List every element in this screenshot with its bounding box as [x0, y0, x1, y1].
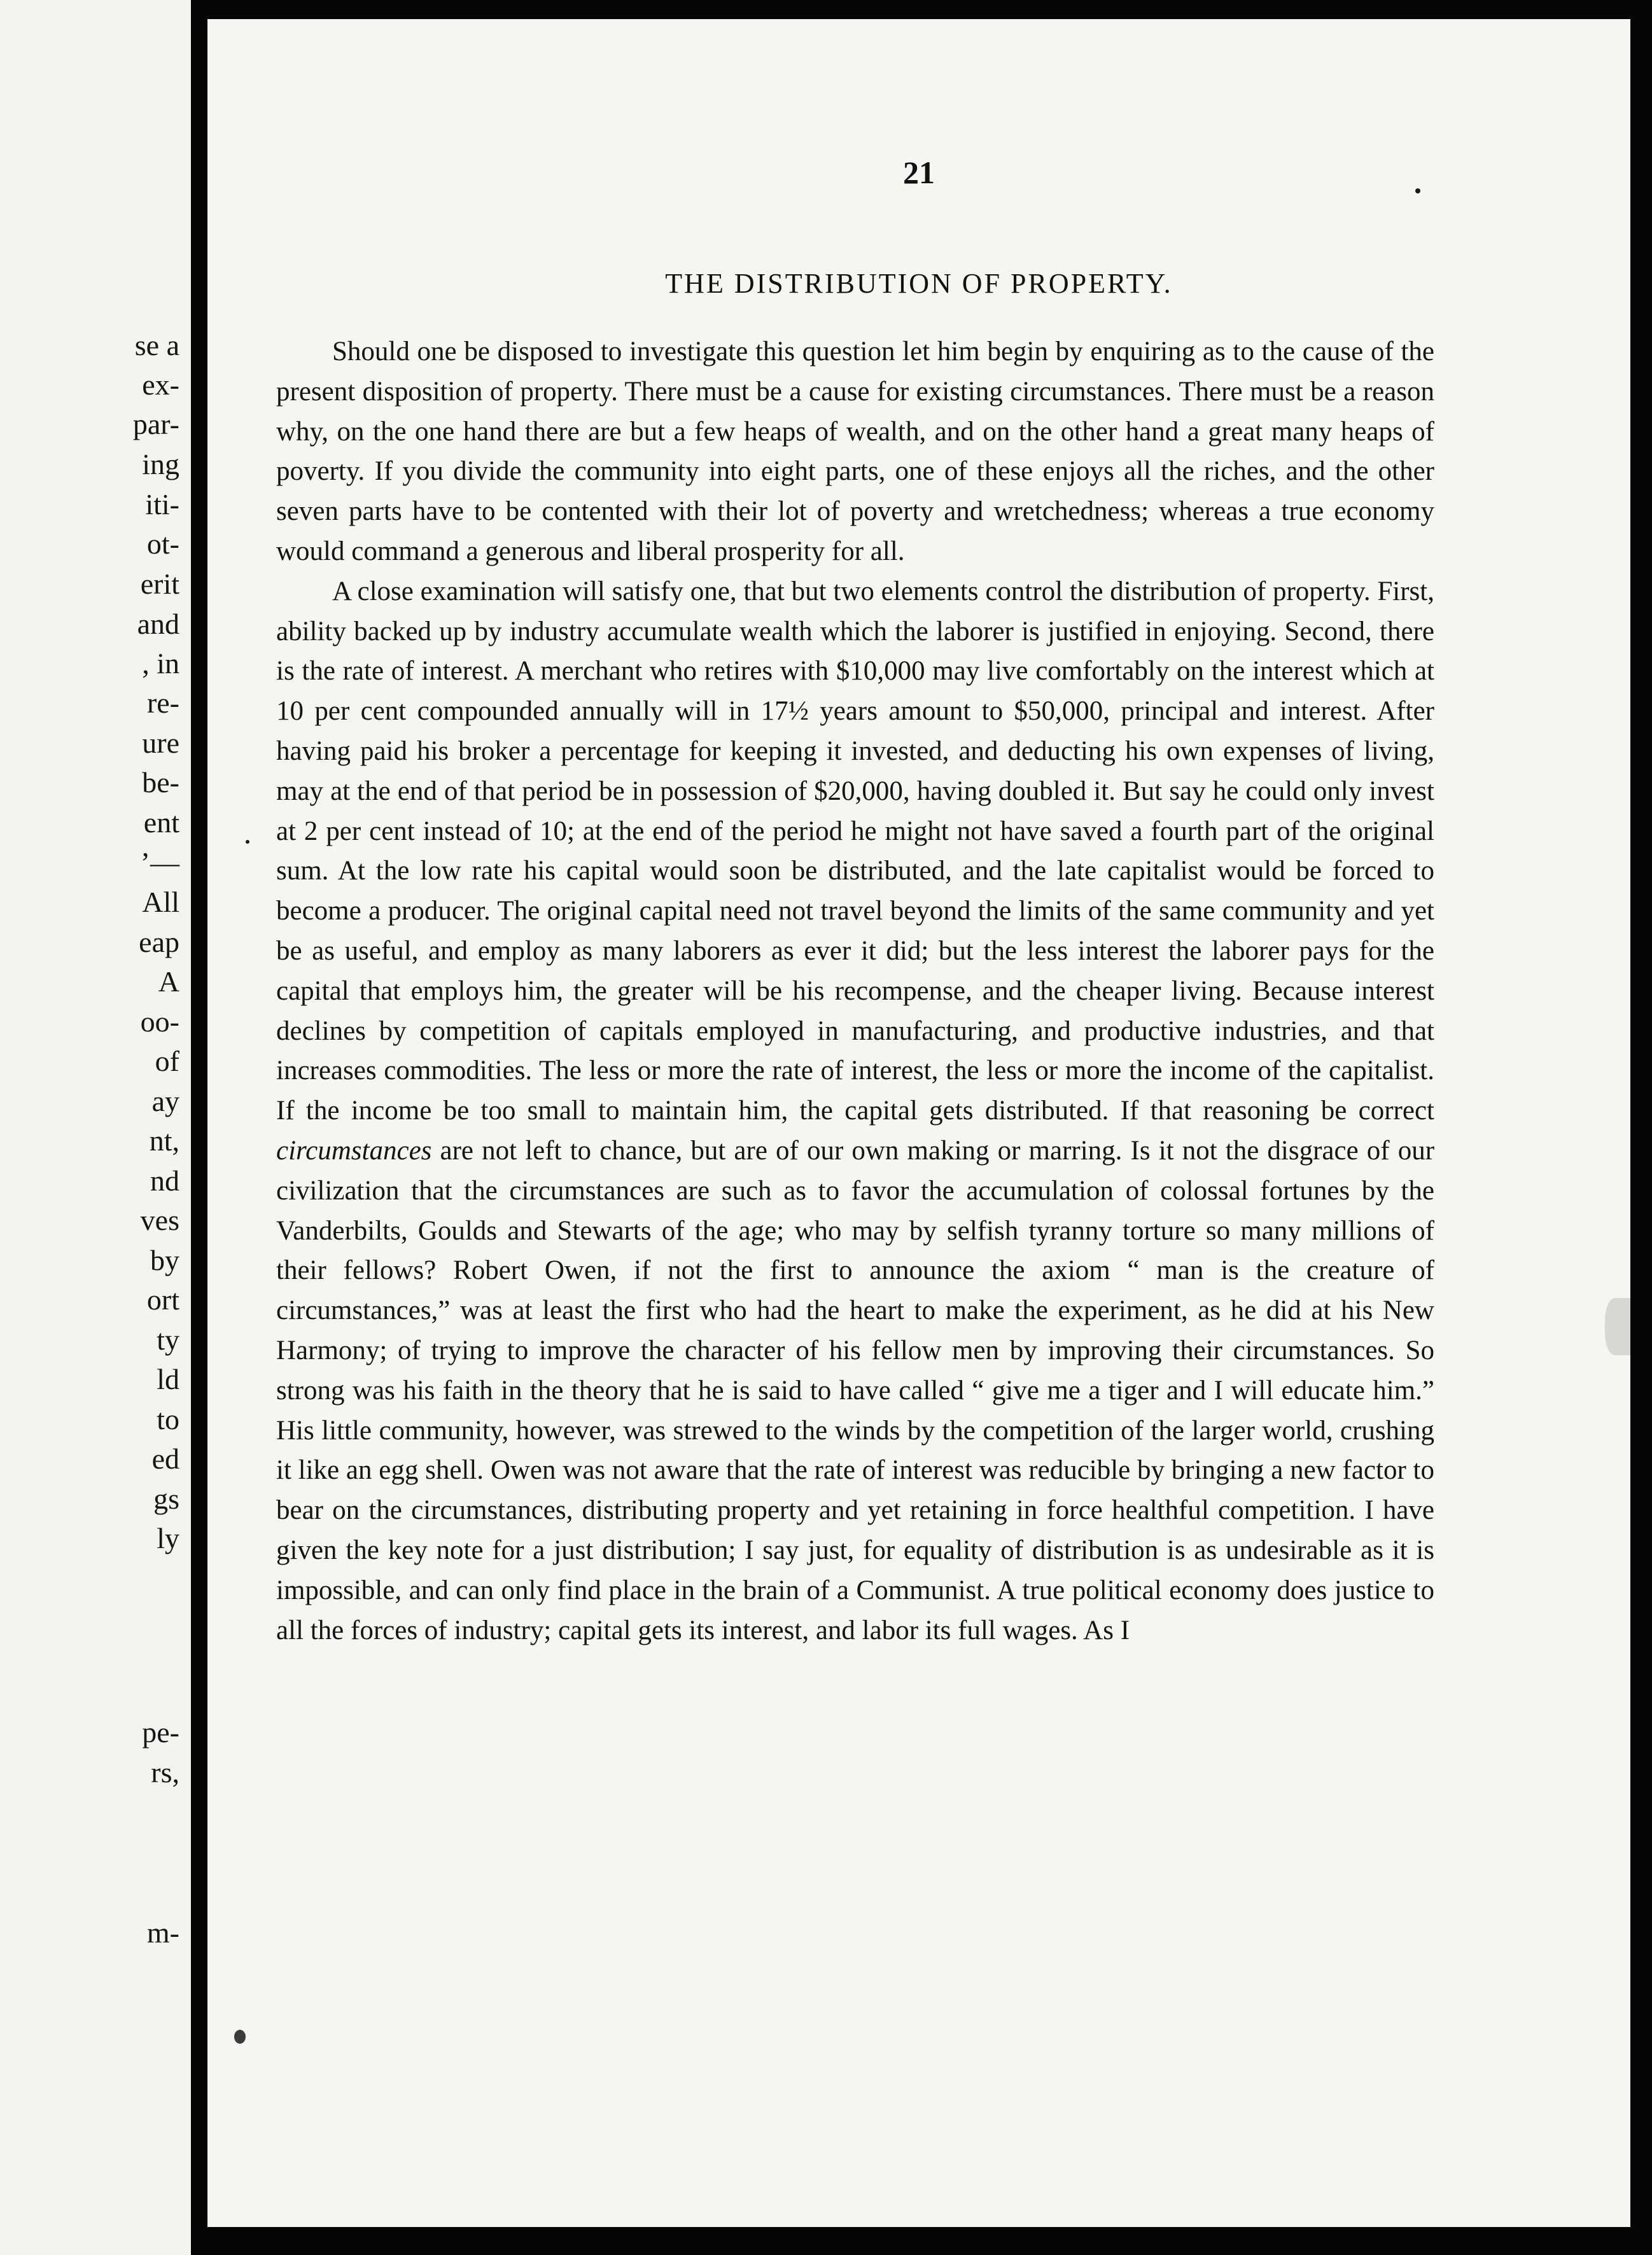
left-page-fragment: ves [140, 1204, 179, 1236]
left-page-fragment: ly [157, 1522, 179, 1554]
left-page-fragment: ld [157, 1363, 179, 1395]
left-page-fragment: pe- [142, 1716, 179, 1749]
paragraph-2-part-b: are not left to chance, but are of our own making or marring. Is it not the disgrace of our civilization that the circumstances are such as to favor the accumulation of colossal fortunes by the Vanderbilts, Goulds and Stewarts of the age; who may by selfish tyranny torture so many millions of their fellows? Robert Owen, if not the first to announce the axiom “ man is the creature of circumstances,” was at least the first who had the heart to make the experiment, as he did at his New Harmony; of trying to improve the character of his fellow men by improving their circumstances. So strong was his faith in the theory that he is said to have called “ give me a tiger and I will educate him.” His little community, however, was strewed to the winds by the competition of the larger world, crushing it like an egg shell. Owen was not aware that the rate of interest was reducible by bringing a new factor to bear on the circumstances, distributing property and yet retaining in force healthful competition. I have given the key note for a just distribution; I say just, for equality of distribution is as undesirable as it is impossible, and can only find place in the brain of a Communist. A true political economy does justice to all the forces of industry; capital gets its interest, and labor its full wages. As I [276, 1135, 1435, 1645]
left-page-fragment: oo- [140, 1005, 179, 1038]
scan-speck [1415, 188, 1420, 193]
left-page-fragment: rs, [151, 1756, 179, 1789]
left-page-fragment: se a [134, 329, 179, 361]
paragraph-1: Should one be disposed to investigate this question let him begin by enquiring as to the cause of the present disposition of property. There must be a cause for existing circumstances. There must be a reason why, on the one hand there are but a few heaps of wealth, and on the other hand a great many heaps of poverty. If you divide the community into eight parts, one of these enjoys all the riches, and the other seven parts have to be contented with their lot of poverty and wretchedness; whereas a true economy would command a generous and liberal prosperity for all. [276, 337, 1434, 566]
page-title: THE DISTRIBUTION OF PROPERTY. [665, 268, 1173, 299]
left-page-fragment: erit [140, 568, 179, 600]
scan-speck [234, 2030, 246, 2044]
left-page-fragment: ’— [140, 846, 179, 879]
left-page-fragment: nt, [149, 1124, 179, 1157]
left-page-fragment: ent [143, 806, 179, 839]
left-page-fragment: to [157, 1403, 179, 1435]
scan-speck [246, 840, 249, 844]
body-text [276, 332, 1434, 1651]
left-page-fragment: be- [142, 766, 179, 799]
left-page-fragment: eap [139, 926, 179, 958]
left-page-fragment: ure [142, 727, 179, 759]
left-page-fragment: ort [146, 1283, 179, 1316]
page-gutter [191, 0, 207, 2255]
paragraph-2-part-a: A close examination will satisfy one, that but two elements control the distribution of property. First, ability backed up by industry accumulate wealth which the laborer is justified in enjoying. Second, there is the rate of interest. A merchant who retires with $10,000 may live comfortably on the interest which at 10 per cent compounded annually will in 17½ years amount to $50,000, principal and interest. After having paid his broker a percentage for keeping it invested, and deducting his own expenses of living, may at the end of that period be in possession of $20,000, having doubled it. But say he could only invest at 2 per cent instead of 10; at the end of the period he might not have saved a fourth part of the original sum. At the low rate his capital would soon be distributed, and the late capitalist would be forced to become a producer. The original capital need not travel beyond the limits of the same community and yet be as useful, and employ as many laborers as ever it did; but the less interest the laborer pays for the capital that employs him, the greater will be his recompense, and the cheaper living. Because interest declines by competition of capitals employed in manufacturing, and productive industries, and that increases commodities. The less or more the rate of interest, the less or more the income of the capitalist. If the income be too small to maintain him, the capital gets distributed. If that reasoning be correct [276, 576, 1434, 1126]
left-page-fragment: iti- [145, 488, 179, 520]
left-page-fragment: ty [157, 1323, 179, 1356]
adjacent-left-page [0, 0, 191, 2255]
left-page-fragment: ex- [142, 368, 179, 401]
left-page-fragment: m- [146, 1916, 179, 1949]
emphasis-circumstances: circumstances [276, 1135, 432, 1166]
paragraph-2 [276, 572, 1434, 1651]
page-number: 21 [903, 155, 935, 190]
left-page-fragment: A [158, 965, 179, 998]
left-page-fragment: par- [132, 408, 179, 440]
left-page-fragment: gs [153, 1483, 179, 1515]
left-page-fragment: of [155, 1045, 179, 1077]
left-page-fragment: and [137, 608, 179, 640]
scanned-page [207, 19, 1630, 2227]
left-page-fragment: by [150, 1244, 179, 1276]
left-page-fragment: nd [150, 1164, 179, 1197]
scan-blot [1605, 1298, 1630, 1355]
left-page-fragment: ed [151, 1442, 179, 1475]
left-page-fragment: re- [146, 687, 179, 719]
left-page-fragment: All [142, 886, 179, 918]
left-page-fragment: ay [151, 1085, 179, 1117]
left-page-fragment: , in [142, 647, 179, 680]
left-page-fragment: ot- [146, 527, 179, 560]
left-page-fragment: ing [142, 448, 179, 480]
